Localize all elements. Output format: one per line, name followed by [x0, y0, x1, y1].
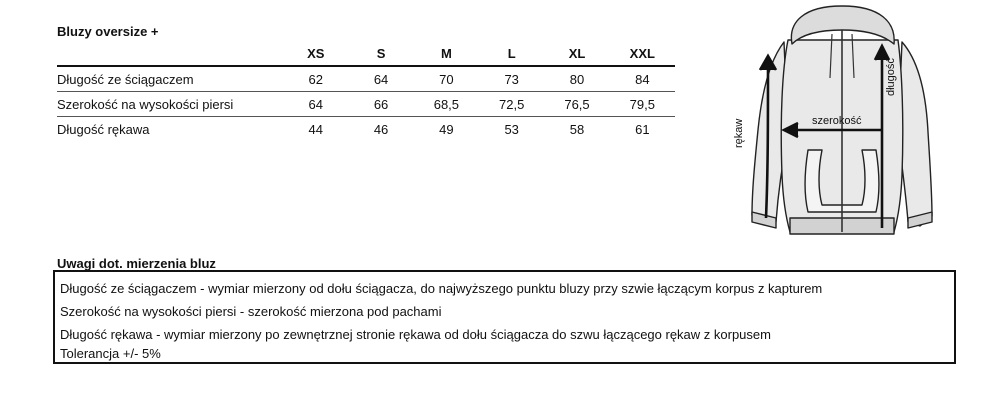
- sleeve-label: rękaw: [733, 118, 745, 148]
- cell-value: 73: [479, 66, 544, 92]
- note-line: Szerokość na wysokości piersi - szerokość mierzona pod pachami: [60, 304, 442, 319]
- cell-value: 80: [544, 66, 609, 92]
- cell-value: 76,5: [544, 92, 609, 117]
- note-line: Długość ze ściągaczem - wymiar mierzony od dołu ściągacza, do najwyższego punktu bluzy przy szwie łączącym korpus z kapturem: [60, 281, 823, 296]
- cell-value: 61: [635, 121, 650, 137]
- cell-value: 49: [439, 121, 454, 137]
- cell-value: 53: [504, 121, 519, 137]
- length-label: długość: [885, 58, 897, 96]
- hoodie-diagram: [722, 0, 962, 250]
- width-label: szerokość: [812, 115, 862, 127]
- cell-value: 70: [414, 66, 479, 92]
- table-row: [57, 92, 675, 117]
- size-table: [57, 41, 675, 141]
- cell-value: 62: [283, 66, 348, 92]
- size-table-title: Bluzy oversize +: [57, 24, 159, 39]
- table-row: [57, 117, 675, 142]
- cell-value: 64: [283, 92, 348, 117]
- size-header-row: [57, 41, 675, 66]
- size-header: L: [479, 41, 544, 66]
- size-header: M: [414, 41, 479, 66]
- cell-value: 79,5: [610, 92, 675, 117]
- cell-value: 84: [610, 66, 675, 92]
- table-row: [57, 66, 675, 92]
- cell-value: 66: [348, 92, 413, 117]
- cell-value: 64: [348, 66, 413, 92]
- notes-title: Uwagi dot. mierzenia bluz: [57, 256, 216, 271]
- row-label: Długość ze ściągaczem: [57, 66, 283, 92]
- note-line: Długość rękawa - wymiar mierzony po zewnętrznej stronie rękawa od dołu ściągacza do szwu łączącego rękaw z korpusem: [60, 327, 771, 342]
- cell-value: 58: [569, 121, 585, 137]
- size-header: XL: [544, 41, 609, 66]
- size-header: XS: [283, 41, 348, 66]
- cell-value: 46: [373, 121, 389, 137]
- row-label: Szerokość na wysokości piersi: [57, 92, 283, 117]
- cell-value: 68,5: [414, 92, 479, 117]
- cell-value: 72,5: [479, 92, 544, 117]
- size-header: S: [348, 41, 413, 66]
- size-header: XXL: [610, 41, 675, 66]
- header-blank: [57, 41, 283, 66]
- note-line: Tolerancja +/- 5%: [60, 346, 161, 361]
- notes-box: [53, 270, 956, 364]
- cell-value: 44: [308, 121, 323, 137]
- row-label: Długość rękawa: [57, 121, 150, 137]
